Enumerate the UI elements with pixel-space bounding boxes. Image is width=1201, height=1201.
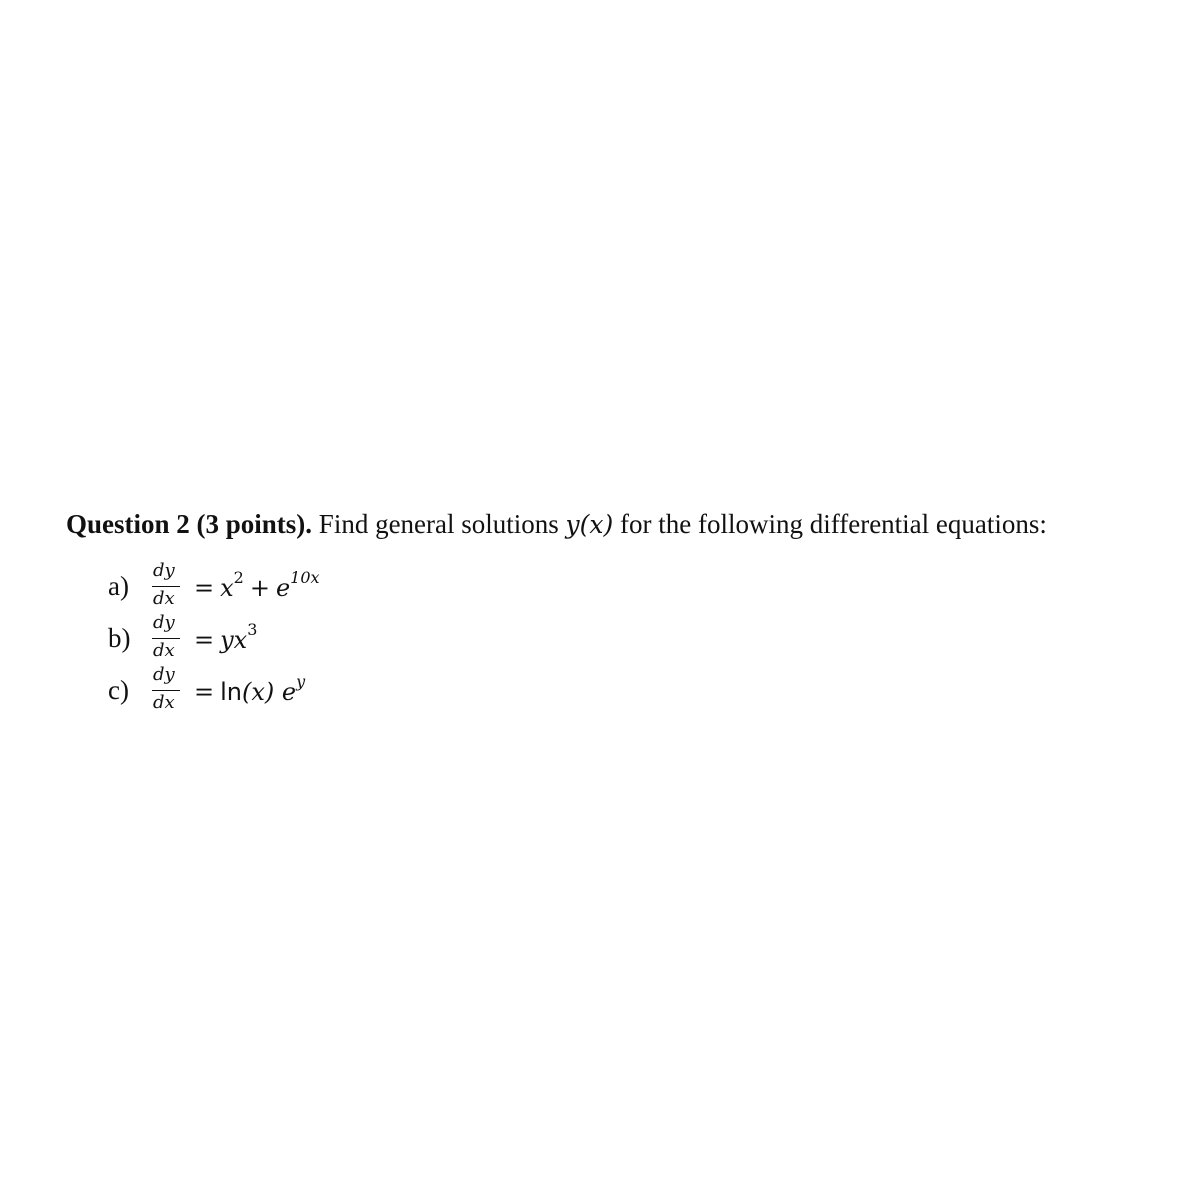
rhs-term1-base: x [220, 574, 234, 602]
equation-rhs [188, 672, 306, 707]
question-function: y(x) [565, 510, 614, 539]
question-prompt [66, 506, 1047, 543]
derivative-fraction [152, 613, 182, 663]
rhs-base: yx [220, 626, 248, 654]
fraction-numerator: dy [153, 664, 175, 685]
derivative-fraction [152, 561, 182, 611]
equals-sign: = [194, 626, 215, 654]
fraction-numerator: dy [153, 612, 175, 633]
question-heading: Question 2 (3 points). [66, 509, 313, 539]
rhs-term2-exponent: 10x [290, 568, 320, 587]
equation-rhs [188, 620, 258, 655]
rhs-term2-base: e [275, 574, 291, 602]
question-text-before: Find general solutions [312, 509, 566, 539]
fraction-bar [152, 586, 180, 587]
equals-sign: = [194, 574, 215, 602]
plus-sign: + [249, 574, 270, 602]
derivative-fraction [152, 665, 182, 715]
equals-sign: = [194, 678, 215, 706]
equation-label: c) [108, 675, 129, 705]
question-text-after: for the following differential equations: [613, 509, 1047, 539]
equation-rhs [188, 568, 320, 603]
rhs-function: ln [220, 678, 242, 706]
rhs-exponent: y [296, 672, 306, 691]
fraction-denominator: dx [153, 640, 175, 661]
fraction-bar [152, 638, 180, 639]
equation-label: a) [108, 571, 129, 601]
equation-label: b) [108, 623, 131, 653]
fraction-bar [152, 690, 180, 691]
fraction-denominator: dx [153, 692, 175, 713]
rhs-argument: (x) [242, 678, 275, 706]
rhs-exponent: 3 [247, 620, 258, 639]
fraction-denominator: dx [153, 588, 175, 609]
rhs-term1-exponent: 2 [233, 568, 244, 587]
rhs-base: e [281, 678, 297, 706]
fraction-numerator: dy [153, 560, 175, 581]
